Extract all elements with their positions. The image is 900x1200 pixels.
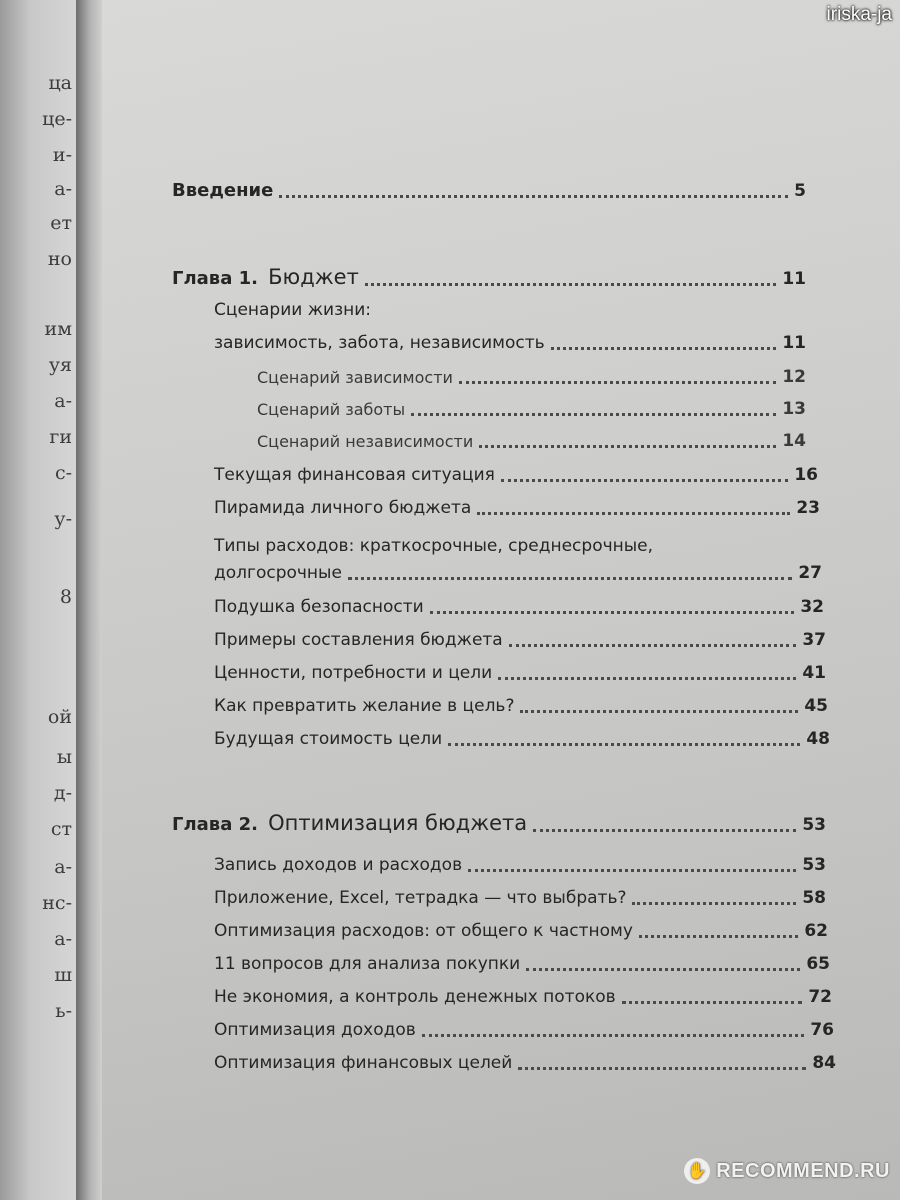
toc-page-number: 37 xyxy=(802,630,826,650)
toc-page-number: 27 xyxy=(798,563,822,583)
toc-entry-title: Запись доходов и расходов xyxy=(214,855,463,875)
dot-leader xyxy=(551,347,777,350)
toc-entry-scenarios xyxy=(214,326,806,356)
dot-leader xyxy=(422,1034,805,1037)
toc-page-number: 76 xyxy=(810,1020,834,1040)
toc-entry-optimize-expenses xyxy=(214,914,828,944)
toc-entry-budget-examples xyxy=(214,623,826,653)
dot-leader xyxy=(411,413,776,416)
toc-page-number: 72 xyxy=(808,987,832,1007)
facing-page-text: це- xyxy=(42,108,72,130)
toc-entry-safety-cushion xyxy=(214,590,824,620)
toc-page xyxy=(102,0,900,1200)
toc-entry-title: Типы расходов: краткосрочные, среднесрочные, xyxy=(214,536,654,556)
facing-page-text: им xyxy=(44,318,72,340)
toc-page-number: 11 xyxy=(782,269,806,289)
toc-entry-title: Оптимизация доходов xyxy=(214,1020,416,1040)
toc-page-number: 53 xyxy=(802,855,826,875)
site-watermark-text: RECOMMEND.RU xyxy=(716,1159,890,1182)
dot-leader xyxy=(477,512,790,515)
dot-leader xyxy=(479,445,776,448)
toc-page-number: 13 xyxy=(782,399,806,419)
facing-page-text: уя xyxy=(48,354,72,376)
dot-leader xyxy=(639,935,798,938)
toc-page-number: 16 xyxy=(794,465,818,485)
toc-chapter-2 xyxy=(172,808,826,838)
facing-page-text: ы xyxy=(56,746,72,768)
toc-page-number: 53 xyxy=(802,815,826,835)
dot-leader xyxy=(468,869,796,872)
facing-page-text: ь- xyxy=(55,1000,72,1022)
chapter-label: Глава 2. xyxy=(172,814,258,835)
facing-page-text: 8 xyxy=(59,586,72,608)
toc-entry-title: Сценарий заботы xyxy=(257,400,406,419)
toc-entry-dependence xyxy=(257,360,806,390)
toc-entry-title: Сценарий независимости xyxy=(257,432,474,451)
facing-page-text: а- xyxy=(54,856,72,878)
book-gutter xyxy=(76,0,102,1200)
facing-page-text: а- xyxy=(54,928,72,950)
toc-entry-record xyxy=(214,848,826,878)
chapter-title: Бюджет xyxy=(268,265,359,289)
facing-page-text: а- xyxy=(54,390,72,412)
dot-leader xyxy=(430,611,795,614)
dot-leader xyxy=(526,968,800,971)
facing-page-text: ш xyxy=(54,964,72,986)
facing-page-text: ет xyxy=(50,212,72,234)
toc-entry-title: Будущая стоимость цели xyxy=(214,729,443,749)
toc-page-number: 5 xyxy=(794,181,806,201)
toc-entry-wish-to-goal xyxy=(214,689,828,719)
chapter-label: Глава 1. xyxy=(172,268,258,289)
toc-page-number: 65 xyxy=(806,954,830,974)
dot-leader xyxy=(365,283,777,286)
dot-leader xyxy=(279,195,788,198)
facing-page-text: ст xyxy=(50,818,72,840)
toc-entry-title: Введение xyxy=(172,180,274,201)
toc-entry-pyramid xyxy=(214,491,820,521)
toc-page-number: 45 xyxy=(804,696,828,716)
toc-page-number: 48 xyxy=(806,729,830,749)
facing-page-text: но xyxy=(47,248,72,270)
dot-leader xyxy=(448,743,800,746)
toc-entry-title: Ценности, потребности и цели xyxy=(214,663,493,683)
author-watermark: iriska-ja xyxy=(826,4,892,25)
toc-entry-cash-flow xyxy=(214,980,832,1010)
toc-entry-values-goals xyxy=(214,656,826,686)
toc-entry-title: Пирамида личного бюджета xyxy=(214,498,472,518)
facing-page-text: с- xyxy=(54,462,72,484)
toc-entry-current-situation xyxy=(214,458,818,488)
toc-entry-title: Сценарии жизни: xyxy=(214,300,372,320)
facing-page-text: нс- xyxy=(42,892,72,914)
dot-leader xyxy=(622,1001,803,1004)
toc-entry-title: зависимость, забота, независимость xyxy=(214,333,545,353)
toc-page-number: 62 xyxy=(804,921,828,941)
facing-page-text: а- xyxy=(54,178,72,200)
dot-leader xyxy=(632,902,796,905)
facing-page-text: д- xyxy=(53,782,72,804)
chapter-title: Оптимизация бюджета xyxy=(268,811,528,835)
facing-page-text: ги xyxy=(49,426,72,448)
dot-leader xyxy=(348,577,792,580)
site-watermark xyxy=(684,1158,890,1184)
toc-entry-future-value xyxy=(214,722,830,752)
toc-entry-app-excel xyxy=(214,881,826,911)
toc-entry-optimize-goals xyxy=(214,1046,836,1076)
toc-entry-care xyxy=(257,392,806,422)
thumbs-up-icon: ✋ xyxy=(684,1158,710,1184)
dot-leader xyxy=(509,644,797,647)
facing-page-text: у- xyxy=(54,508,72,530)
toc-entry-title: 11 вопросов для анализа покупки xyxy=(214,954,521,974)
toc-chapter-1 xyxy=(172,262,806,292)
facing-page-text: ой xyxy=(47,706,72,728)
dot-leader xyxy=(501,479,788,482)
facing-page xyxy=(0,0,76,1200)
facing-page-text: и- xyxy=(52,144,72,166)
dot-leader xyxy=(518,1067,806,1070)
dot-leader xyxy=(498,677,796,680)
toc-entry-intro xyxy=(172,174,806,204)
dot-leader xyxy=(459,381,776,384)
dot-leader xyxy=(520,710,798,713)
toc-entry-questions xyxy=(214,947,830,977)
facing-page-text: ца xyxy=(48,72,72,94)
toc-entry-title: Не экономия, а контроль денежных потоков xyxy=(214,987,616,1007)
toc-entry-expenses xyxy=(214,556,822,586)
toc-entry-title: Сценарий зависимости xyxy=(257,368,453,387)
toc-entry-optimize-income xyxy=(214,1013,834,1043)
toc-page-number: 11 xyxy=(782,333,806,353)
toc-page-number: 14 xyxy=(782,431,806,451)
toc-page-number: 58 xyxy=(802,888,826,908)
toc-page-number: 23 xyxy=(796,498,820,518)
dot-leader xyxy=(533,829,796,832)
toc-entry-title: Примеры составления бюджета xyxy=(214,630,503,650)
toc-entry-title: Текущая финансовая ситуация xyxy=(214,465,495,485)
toc-entry-title: Приложение, Excel, тетрадка — что выбрать? xyxy=(214,888,627,908)
toc-entry-title: Оптимизация финансовых целей xyxy=(214,1053,513,1073)
toc-entry-title: Как превратить желание в цель? xyxy=(214,696,515,716)
toc-entry-independence xyxy=(257,424,806,454)
toc-page-number: 32 xyxy=(800,597,824,617)
toc-entry-title: Оптимизация расходов: от общего к частному xyxy=(214,921,633,941)
toc-page-number: 84 xyxy=(812,1053,836,1073)
toc-entry-title: Подушка безопасности xyxy=(214,597,424,617)
toc-page-number: 41 xyxy=(802,663,826,683)
toc-entry-title: долгосрочные xyxy=(214,563,342,583)
toc-page-number: 12 xyxy=(782,367,806,387)
